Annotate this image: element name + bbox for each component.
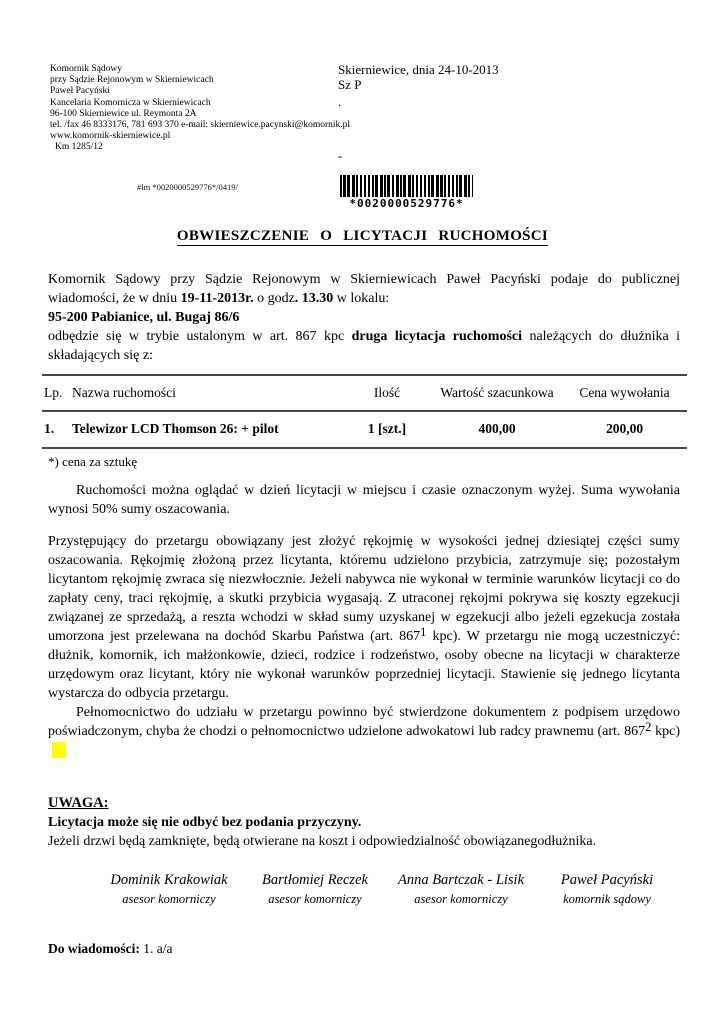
table-footnote: *) cena za sztukę <box>48 454 138 469</box>
intro-text: Komornik Sądowy przy Sądzie Rejonowym w Skierniewicach Paweł Pacyński podaje do publicznej wiadomości, że w dniu <box>48 272 680 306</box>
deposit-text: Przystępujący do przetargu obowiązany jest złożyć rękojmię w wysokości jednej dziesiątej części sumy oszacowania. Rękojmię złożoną przez licytanta, któremu udzielono przybicia, zatrzymuje się; pozostałym licytantom rękojmię zwraca się niezwłocznie. Jeżeli nabywca nie wykonał w terminie warunków licytacji co do zapłaty ceny, traci rękojmię, a skutki przybicia wygasają. Z utraconej rękojmi pokrywa się koszty egzekucji związanej ze sprzedażą, a reszta wchodzi w skład sumy uzyskanej w egzekucji albo jeżeli egzekucja została umorzona jest przelewana na dochód Skarbu Państwa (art. 867 <box>48 534 680 644</box>
cell-value: 400,00 <box>478 421 516 436</box>
yellow-highlight-mark <box>52 742 66 758</box>
date-line: Skierniewice, dnia 24-10-2013 <box>338 62 499 77</box>
proxy-text: Pełnomocnictwo do udziału w przetargu powinno być stwierdzone dokumentem z podpisem urzędowo poświadczonym, chyba że chodzi o pełnomocnictwo udzielone adwokatowi lub radcy prawnemu (art. 867 <box>48 705 680 739</box>
distribution-note <box>48 939 680 958</box>
sender-line: 96-100 Skierniewice ul. Reymonta 2A <box>50 108 197 119</box>
barcode <box>340 175 473 210</box>
goods-table <box>42 374 687 449</box>
intro-text: w lokalu: <box>333 291 390 306</box>
barcode-value: *0020000529776* <box>349 197 464 210</box>
signature-role: asesor komorniczy <box>414 892 508 906</box>
notice-section <box>48 794 680 851</box>
col-header-price: Cena wywołania <box>579 385 670 400</box>
signature-name: Anna Bartczak - Lisik <box>397 872 525 888</box>
sender-line: Paweł Pacyński <box>50 86 110 97</box>
auction-address: 95-200 Pabianice, ul. Bugaj 86/6 <box>48 310 240 325</box>
sender-line: Kancelaria Komornicza w Skierniewicach <box>50 97 211 108</box>
auction-type: druga licytacja ruchomości <box>351 329 523 344</box>
addressee-dot: . <box>338 94 342 109</box>
signature-name: Dominik Krakowiak <box>110 872 228 888</box>
sender-line: www.komornik-skierniewice.pl <box>50 131 171 142</box>
superscript: 2 <box>645 719 652 734</box>
table-header-row <box>42 375 687 411</box>
signature-name: Bartłomiej Reczek <box>262 872 368 888</box>
deposit-text: kpc). W przetargu nie mogą uczestniczyć: dłużnik, komornik, ich małżonkowie, dzieci, rodzice i rodzeństwo, osoby obecne na licytacji w charakterze urzędowym oraz licytant, który nie wykonał warunków poprzedniej licytacji. Stawienie się jednego licytanta wystarcza do odbycia przetargu. <box>48 629 680 701</box>
intro-paragraph <box>48 270 680 365</box>
signature-role: komornik sądowy <box>563 892 651 906</box>
document-body <box>44 270 680 958</box>
sender-line: przy Sądzie Rejonowym w Skierniewicach <box>50 75 214 86</box>
document-title-row <box>0 227 725 245</box>
barcode-bars <box>340 175 473 197</box>
notice-line-1: Licytacja może się nie odbyć bez podania przyczyny. <box>48 815 362 830</box>
signature-block <box>534 871 680 909</box>
intro-text: należących do dłużnika i składających się z: <box>48 329 680 363</box>
col-header-value: Wartość szacunkowa <box>440 385 554 400</box>
sender-line: tel. /fax 46 8333176, 781 693 370 e-mail: skierniewice.pacynski@komornik.pl <box>50 120 351 131</box>
col-header-name: Nazwa ruchomości <box>72 385 176 400</box>
sender-line: Komornik Sądowy <box>50 64 123 74</box>
viewing-paragraph: Ruchomości można oglądać w dzień licytacji w miejscu i czasie oznaczonym wyżej. Suma wywołania wynosi 50% sumy oszacowania. <box>48 483 680 517</box>
signature-block <box>96 871 242 909</box>
intro-text: odbędzie się w trybie ustalonym w art. 867 kpc <box>48 329 352 344</box>
superscript: 1 <box>420 624 427 639</box>
sender-address-block <box>50 64 350 154</box>
cell-qty: 1 [szt.] <box>367 421 407 436</box>
signature-role: asesor komorniczy <box>122 892 216 906</box>
notice-line-2: Jeżeli drzwi będą zamknięte, będą otwierane na koszt i odpowiedzialność obowiązanegodłużnika. <box>48 834 597 849</box>
notice-heading: UWAGA: <box>48 795 109 811</box>
table-row <box>42 411 687 448</box>
deposit-paragraph <box>48 532 680 703</box>
cell-price: 200,00 <box>605 421 644 436</box>
cell-name: Telewizor LCD Thomson 26: + pilot <box>72 421 279 436</box>
reference-code: #lm *0020000529776*/0419/ <box>137 182 238 192</box>
signature-role: asesor komorniczy <box>268 892 362 906</box>
document-title: OBWIESZCZENIE O LICYTACJI RUCHOMOŚCI <box>176 228 549 244</box>
auction-date: 19-11-2013r. <box>180 291 254 306</box>
addressee-label: Sz P <box>338 77 362 92</box>
proxy-paragraph <box>48 703 680 760</box>
distribution-value: 1. a/a <box>143 941 173 956</box>
signature-block <box>388 871 534 909</box>
distribution-label: Do wiadomości: <box>48 941 140 956</box>
cell-lp: 1. <box>44 421 55 436</box>
addressee-dash: - <box>338 148 343 163</box>
auction-time: . 13.30 <box>294 291 334 306</box>
case-number: Km 1285/12 <box>55 142 103 153</box>
col-header-qty: Ilość <box>373 385 401 400</box>
signature-block <box>242 871 388 909</box>
signatures-row <box>48 871 680 909</box>
date-block <box>338 62 499 109</box>
col-header-lp: Lp. <box>44 385 63 400</box>
proxy-text: kpc) <box>651 724 680 739</box>
intro-text: o godz <box>253 291 295 306</box>
signature-name: Paweł Pacyński <box>560 872 654 888</box>
